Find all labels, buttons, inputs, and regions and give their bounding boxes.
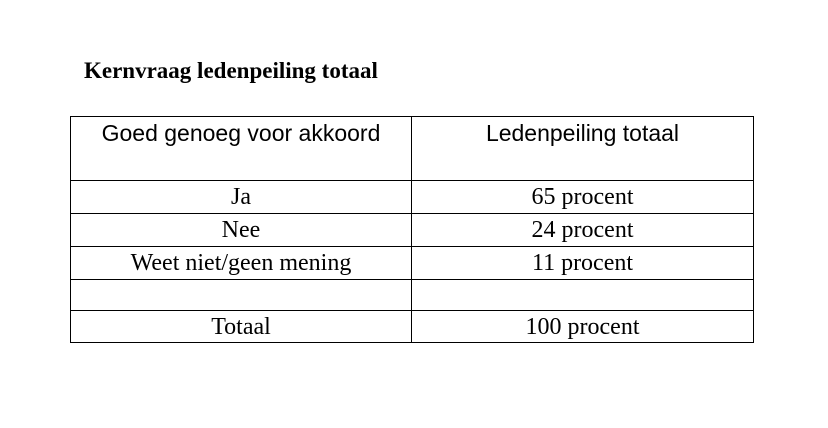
table-row (71, 214, 754, 247)
table-row (71, 181, 754, 214)
total-value: 100 procent (412, 311, 754, 343)
table-row (71, 247, 754, 280)
results-table (70, 116, 754, 343)
document-title: Kernvraag ledenpeiling totaal (84, 58, 378, 83)
total-label: Totaal (71, 311, 412, 343)
row-value: 65 procent (412, 181, 754, 214)
table-header-row (71, 117, 754, 181)
header-cell-question: Goed genoeg voor akkoord (71, 117, 412, 181)
row-value: 24 procent (412, 214, 754, 247)
row-value: 11 procent (412, 247, 754, 280)
header-cell-total: Ledenpeiling totaal (412, 117, 754, 181)
row-label: Weet niet/geen mening (71, 247, 412, 280)
row-label (71, 280, 412, 311)
table-total-row (71, 311, 754, 343)
table-row-empty (71, 280, 754, 311)
row-value (412, 280, 754, 311)
row-label: Ja (71, 181, 412, 214)
row-label: Nee (71, 214, 412, 247)
